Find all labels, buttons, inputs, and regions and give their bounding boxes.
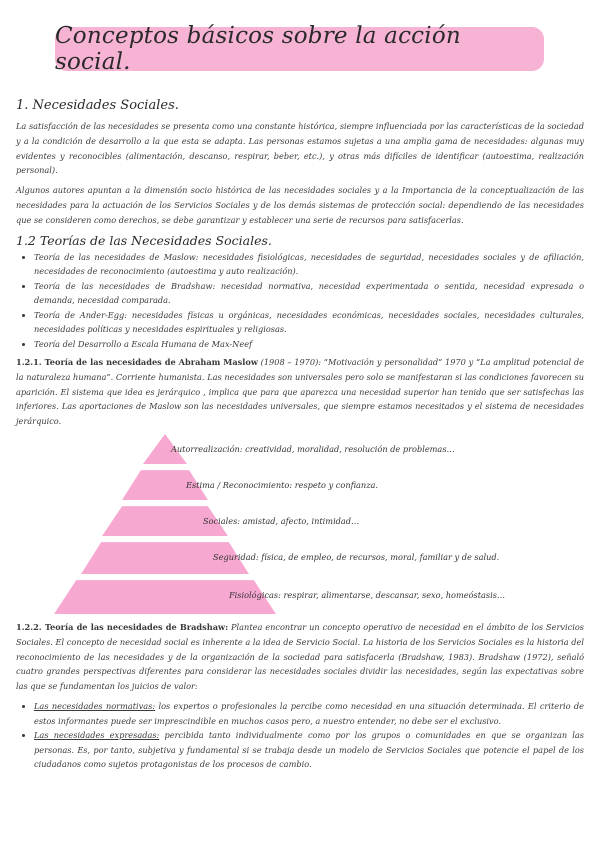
maslow-pyramid xyxy=(16,434,584,614)
maslow-lead: 1.2.1. Teoría de las necesidades de Abraham Maslow xyxy=(16,357,258,368)
section-1-heading: 1. Necesidades Sociales. xyxy=(16,98,179,113)
page-title: Conceptos básicos sobre la acción social. xyxy=(55,23,461,75)
bradshaw-paragraph xyxy=(16,620,584,694)
list-item: • Teoría de las necesidades de Maslow: necesidades fisiológicas, necesidades de seguridad, necesidades sociales y de afiliación, necesidades de reconocimiento (autoestima y auto realización). xyxy=(34,250,584,279)
maslow-text: (1908 – 1970): “Motivación y personalidad” 1970 y “La amplitud potencial de la naturaleza humana”. Corriente humanista. Las necesidades son universales pero solo se manifestaran si las condiciones favorecen su aparición. El sistema que idea es jerárquico , implica que para que aparezca una necesidad superior han tenido que ser satisfechas las inferiores. Las aportaciones de Maslow son las necesidades universales, que siempre estamos necesitados y el sistema de necesidades jerárquico. xyxy=(16,357,584,427)
section-1-paragraph-2: Algunos autores apuntan a la dimensión socio histórica de las necesidades sociales y a la Importancia de la conceptualización de las necesidades para la actuación de los Servicios Sociales y de los demás sistemas de protección social: dependiendo de las necesidades que se consideren como derechos, se debe garantizar y establecer una serie de recursos para satisfacerlas. xyxy=(16,185,584,225)
theories-list xyxy=(16,250,584,352)
list-item xyxy=(34,728,584,772)
document-body xyxy=(16,98,584,776)
pyramid-label: Sociales: amistad, afecto, intimidad… xyxy=(203,516,360,527)
title-banner xyxy=(55,23,544,75)
list-item-label: Las necesidades normativas: xyxy=(34,701,156,712)
pyramid-label: Estima / Reconocimiento: respeto y confianza. xyxy=(186,480,379,491)
bradshaw-lead: 1.2.2. Teoría de las necesidades de Bradshaw: xyxy=(16,622,229,633)
list-item-text: percibida tanto individualmente como por los grupos o comunidades en que se organizan las personas. Es, por tanto, subjetiva y fundamental si se trabaja desde un modelo de Servicios Sociales que potencie el papel de los ciudadanos como sujetos protagonistas de los procesos de cambio. xyxy=(34,730,584,770)
list-item: • Teoría de las necesidades de Bradshaw: necesidad normativa, necesidad experimentada o sentida, necesidad expresada o demanda, necesidad comparada. xyxy=(34,279,584,308)
pyramid-label: Fisiológicas: respirar, alimentarse, descansar, sexo, homeóstasis… xyxy=(229,590,506,601)
list-item-label: Las necesidades expresadas: xyxy=(34,730,160,741)
list-item xyxy=(34,699,584,728)
bradshaw-list xyxy=(16,699,584,772)
pyramid-label: Autorrealización: creatividad, moralidad, resolución de problemas… xyxy=(171,444,455,455)
section-1-paragraph-1: La satisfacción de las necesidades se presenta como una constante histórica, siempre influenciada por las características de la sociedad y a la condición de desarrollo a la que esta se adapta. Las personas estamos sujetas a una amplia gama de necesidades: algunas muy evidentes y reconocibles (alimentación, descanso, respirar, beber, etc.), y otras más difíciles de identificar (autoestima, realización personal). xyxy=(16,121,584,176)
pyramid-label: Seguridad: física, de empleo, de recursos, moral, familiar y de salud. xyxy=(213,552,500,563)
bradshaw-text: Plantea encontrar un concepto operativo de necesidad en el ámbito de los Servicios Sociales. El concepto de necesidad social es inherente a la idea de Servicio Social. La historia de los Servicios Sociales es la historia del reconocimiento de las necesidades y de la organización de la sociedad para satisfacerla (Bradshaw, 1983). Bradshaw (1972), señaló cuatro grandes perspectivas diferentes para considerar las necesidades sociales dividir las necesidades, según las expectativas sobre las que se fundamentan los juicios de valor: xyxy=(16,622,584,692)
list-item: • Teoría de Ander-Egg: necesidades físicas u orgánicas, necesidades económicas, necesidades sociales, necesidades culturales, necesidades políticas y necesidades espirituales y religiosas. xyxy=(34,308,584,337)
section-1-2-heading: 1.2 Teorías de las Necesidades Sociales. xyxy=(16,232,272,248)
list-item: • Teoría del Desarrollo a Escala Humana de Max-Neef xyxy=(34,337,584,352)
maslow-paragraph xyxy=(16,355,584,429)
list-item-text: los expertos o profesionales la percibe como necesidad en una situación determinada. El criterio de estos informantes puede ser imprescindible en muchos casos pero, a nuestro entender, no debe ser el exclusivo. xyxy=(34,701,584,726)
